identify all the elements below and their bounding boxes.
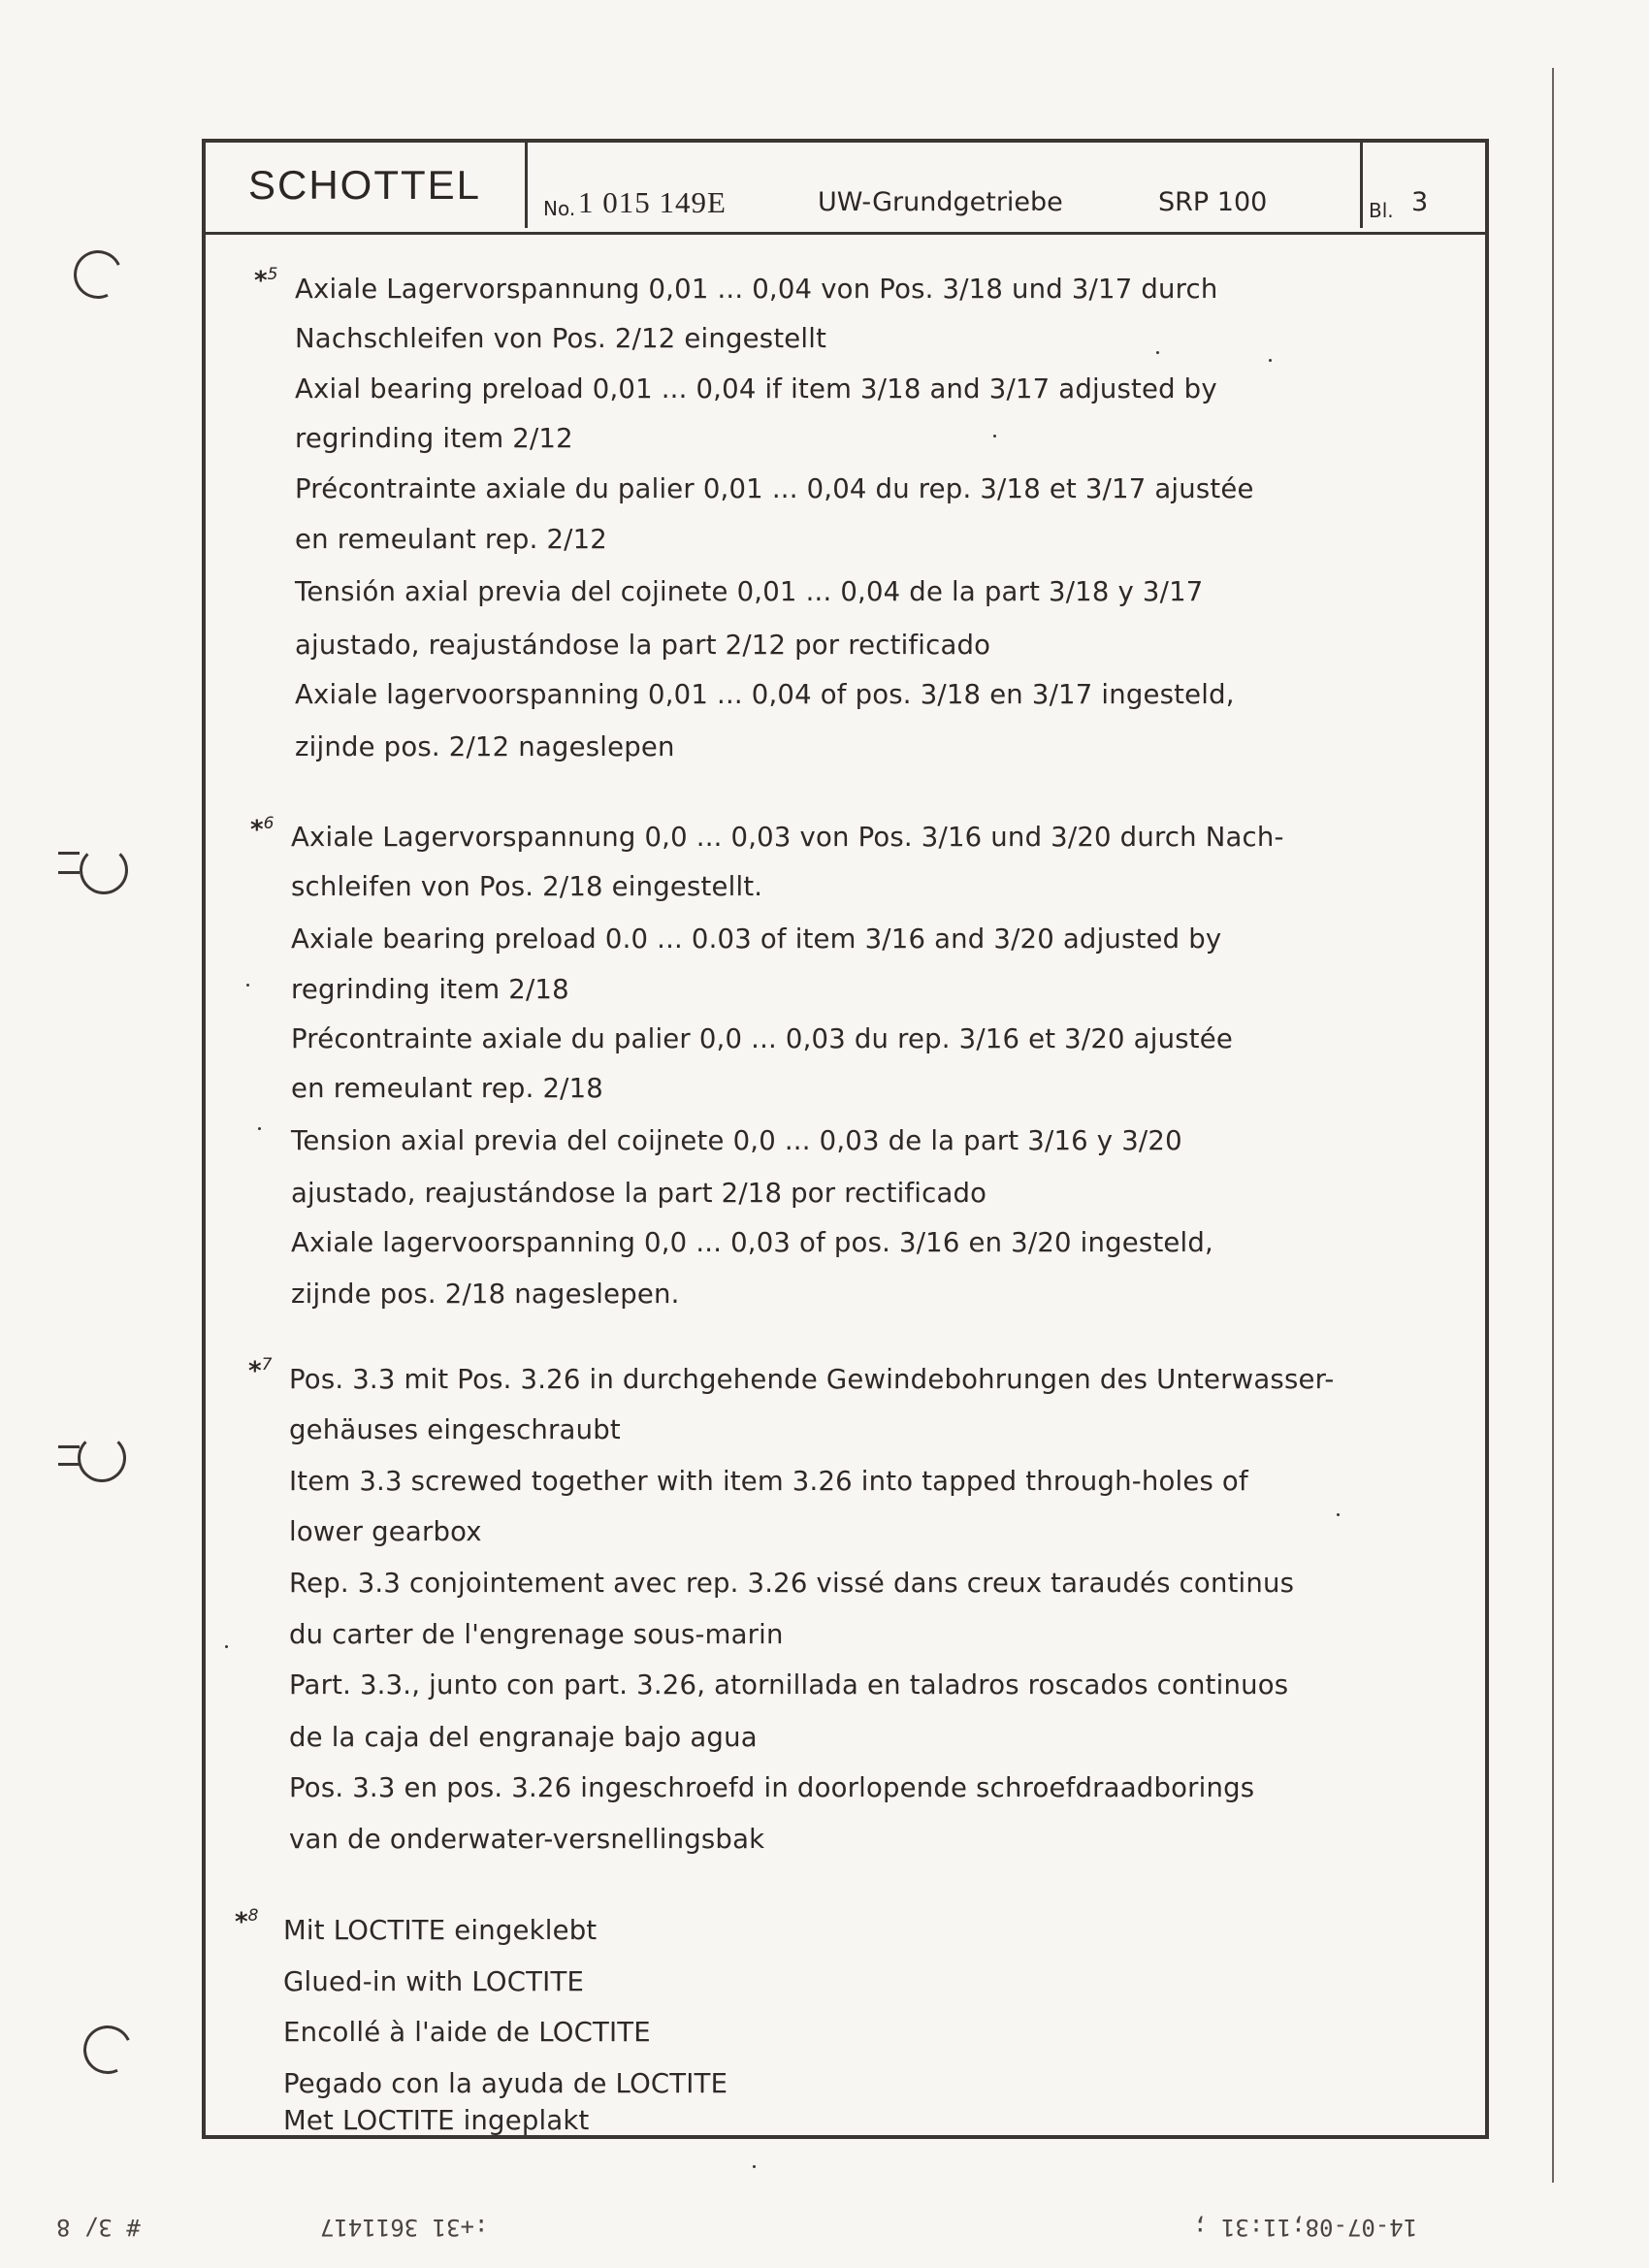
note-line: Axiale Lagervorspannung 0,0 ... 0,03 von Pos. 3/16 und 3/20 durch Nach- — [291, 822, 1284, 853]
note-marker — [250, 814, 274, 845]
punch-hole-mark-3 — [78, 1434, 126, 1482]
punch-hole-dash-3 — [58, 1445, 80, 1448]
note-line: en remeulant rep. 2/18 — [291, 1073, 604, 1104]
note-line: lower gearbox — [289, 1516, 482, 1547]
note-line: Glued-in with LOCTITE — [283, 1966, 585, 1997]
note-marker — [248, 1355, 272, 1386]
note-line: Précontrainte axiale du palier 0,0 ... 0,03 du rep. 3/16 et 3/20 ajustée — [291, 1023, 1233, 1054]
note-line: Mit LOCTITE eingeklebt — [283, 1915, 598, 1946]
note-line: zijnde pos. 2/12 nageslepen — [295, 731, 675, 762]
document-number-label: No. — [543, 197, 576, 220]
logo-cell — [206, 143, 528, 228]
sheet-label: Bl. — [1369, 199, 1394, 222]
note-asterisk: * — [250, 815, 264, 845]
document-number: 1 015 149E — [578, 185, 727, 219]
fax-page-counter: # 3/ 8 — [56, 2214, 141, 2241]
note-number: 7 — [261, 1355, 273, 1375]
punch-hole-mark-1 — [67, 243, 129, 306]
note-line: regrinding item 2/12 — [295, 423, 573, 454]
punch-hole-mark-2 — [80, 846, 128, 894]
note-line: Axial bearing preload 0,01 ... 0,04 if item 3/18 and 3/17 adjusted by — [295, 373, 1217, 405]
note-number: 6 — [263, 814, 275, 833]
note-line: Met LOCTITE ingeplakt — [283, 2105, 590, 2136]
title-block — [206, 143, 1485, 235]
note-line: van de onderwater-versnellingsbak — [289, 1824, 765, 1855]
note-marker — [254, 265, 277, 296]
note-line: Tensión axial previa del cojinete 0,01 ... 0,04 de la part 3/18 y 3/17 — [295, 576, 1204, 607]
fax-sender-number: :+31 3611417 — [320, 2214, 489, 2241]
note-line: ajustado, reajustándose la part 2/12 por rectificado — [295, 630, 991, 661]
note-line: Tension axial previa del coijnete 0,0 ... 0,03 de la part 3/16 y 3/20 — [291, 1125, 1182, 1156]
note-line: Pos. 3.3 en pos. 3.26 ingeschroefd in doorlopende schroefdraadborings — [289, 1772, 1255, 1803]
note-number: 8 — [247, 1906, 259, 1926]
fax-timestamp: 14-07-08;11:31 ; — [1193, 2214, 1418, 2241]
note-line: ajustado, reajustándose la part 2/18 por rectificado — [291, 1178, 987, 1209]
note-line: Nachschleifen von Pos. 2/12 eingestellt — [295, 323, 827, 354]
sheet-number-cell — [1360, 143, 1488, 228]
product-type: SRP 100 — [1158, 187, 1268, 217]
note-line: Rep. 3.3 conjointement avec rep. 3.26 vissé dans creux taraudés continus — [289, 1568, 1295, 1599]
note-line: Axiale lagervoorspanning 0,01 ... 0,04 of pos. 3/18 en 3/17 ingesteld, — [295, 679, 1235, 710]
note-line: regrinding item 2/18 — [291, 974, 569, 1005]
note-line: de la caja del engranaje bajo agua — [289, 1722, 758, 1753]
note-line: Précontrainte axiale du palier 0,01 ... 0,04 du rep. 3/18 et 3/17 ajustée — [295, 473, 1254, 504]
company-logo: SCHOTTEL — [248, 162, 482, 208]
note-marker — [235, 1906, 258, 1937]
note-line: Encollé à l'aide de LOCTITE — [283, 2017, 651, 2048]
note-line: du carter de l'engrenage sous-marin — [289, 1619, 784, 1650]
note-line: en remeulant rep. 2/12 — [295, 524, 608, 555]
note-asterisk: * — [254, 266, 268, 296]
punch-hole-dash-2 — [58, 871, 80, 874]
drawing-sheet — [202, 139, 1489, 2139]
note-line: Axiale Lagervorspannung 0,01 ... 0,04 von Pos. 3/18 und 3/17 durch — [295, 274, 1218, 305]
note-line: gehäuses eingeschraubt — [289, 1414, 621, 1445]
scan-speck — [753, 2165, 756, 2168]
punch-hole-mark-4 — [77, 2019, 139, 2081]
note-line: Part. 3.3., junto con part. 3.26, atornillada en taladros roscados continuos — [289, 1669, 1289, 1701]
note-line: Item 3.3 screwed together with item 3.26 into tapped through-holes of — [289, 1466, 1248, 1497]
note-line: schleifen von Pos. 2/18 eingestellt. — [291, 871, 763, 902]
note-line: Axiale lagervoorspanning 0,0 ... 0,03 of pos. 3/16 en 3/20 ingesteld, — [291, 1227, 1213, 1258]
note-asterisk: * — [248, 1356, 262, 1386]
sheet-number: 3 — [1411, 187, 1429, 217]
note-number: 5 — [267, 265, 278, 284]
note-line: Pegado con la ayuda de LOCTITE — [283, 2068, 728, 2099]
note-line: zijnde pos. 2/18 nageslepen. — [291, 1279, 680, 1310]
punch-hole-dash-1 — [58, 852, 80, 855]
note-line: Pos. 3.3 mit Pos. 3.26 in durchgehende Gewindebohrungen des Unterwasser- — [289, 1364, 1335, 1395]
note-line: Axiale bearing preload 0.0 ... 0.03 of item 3/16 and 3/20 adjusted by — [291, 923, 1222, 955]
note-asterisk: * — [235, 1907, 248, 1937]
document-title: UW-Grundgetriebe — [818, 187, 1063, 217]
punch-hole-dash-4 — [58, 1463, 80, 1466]
page-edge-line — [1552, 68, 1554, 2183]
